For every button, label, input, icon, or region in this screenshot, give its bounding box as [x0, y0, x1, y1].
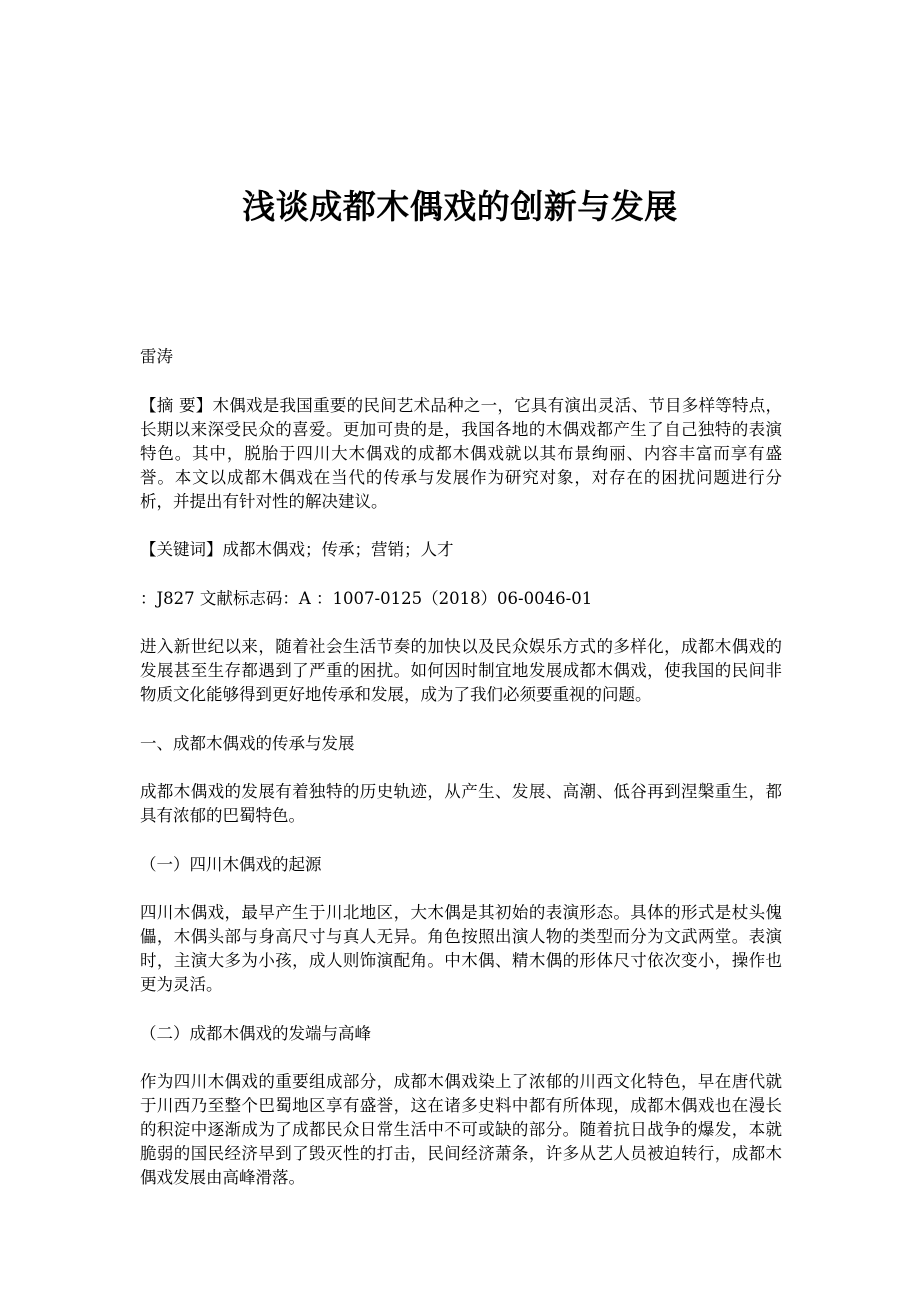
subsection-heading: （一）四川木偶戏的起源 — [140, 854, 322, 874]
document-body — [140, 345, 782, 1215]
subsection-paragraph: 四川木偶戏，最早产生于川北地区，大木偶是其初始的表演形态。具体的形式是杖头傀儡，木偶头部与身高尺寸与真人无异。角色按照出演人物的类型而分为文武两堂。表演时，主演大多为小孩，成人则饰演配角。中木偶、精木偶的形体尺寸依次变小，操作也更为灵活。 — [140, 903, 782, 994]
abstract-paragraph: 【摘 要】木偶戏是我国重要的民间艺术品种之一，它具有演出灵活、节目多样等特点，长期以来深受民众的喜爱。更加可贵的是，我国各地的木偶戏都产生了自己独特的表演特色。其中，脱胎于四川大木偶戏的成都木偶戏就以其布景绚丽、内容丰富而享有盛誉。本文以成都木偶戏在当代的传承与发展作为研究对象，对存在的困扰问题进行分析，并提出有针对性的解决建议。 — [140, 395, 782, 511]
classification-line: ：J827 文献标志码：A ：1007-0125（2018）06-0046-01 — [140, 588, 593, 608]
section-heading: 一、成都木偶戏的传承与发展 — [140, 733, 355, 753]
author-name: 雷涛 — [140, 347, 173, 366]
intro-paragraph: 进入新世纪以来，随着社会生活节奏的加快以及民众娱乐方式的多样化，成都木偶戏的发展甚至生存都遇到了严重的困扰。如何因时制宜地发展成都木偶戏，使我国的民间非物质文化能够得到更好地传承和发展，成为了我们必须要重视的问题。 — [140, 637, 782, 704]
subsection-paragraph: 作为四川木偶戏的重要组成部分，成都木偶戏染上了浓郁的川西文化特色，早在唐代就于川西乃至整个巴蜀地区享有盛誉，这在诸多史料中都有所体现，成都木偶戏也在漫长的积淀中逐渐成为了成都民众日常生活中不可或缺的部分。随着抗日战争的爆发，本就脆弱的国民经济早到了毁灭性的打击，民间经济萧条，许多从艺人员被迫转行，成都木偶戏发展由高峰滑落。 — [140, 1072, 782, 1187]
document-title: 浅谈成都木偶戏的创新与发展 — [242, 187, 678, 226]
subsection-heading: （二）成都木偶戏的发端与高峰 — [140, 1023, 371, 1043]
section-paragraph: 成都木偶戏的发展有着独特的历史轨迹，从产生、发展、高潮、低谷再到涅槃重生，都具有浓郁的巴蜀特色。 — [140, 782, 782, 825]
keywords-line: 【关键词】成都木偶戏；传承；营销；人才 — [140, 540, 454, 559]
